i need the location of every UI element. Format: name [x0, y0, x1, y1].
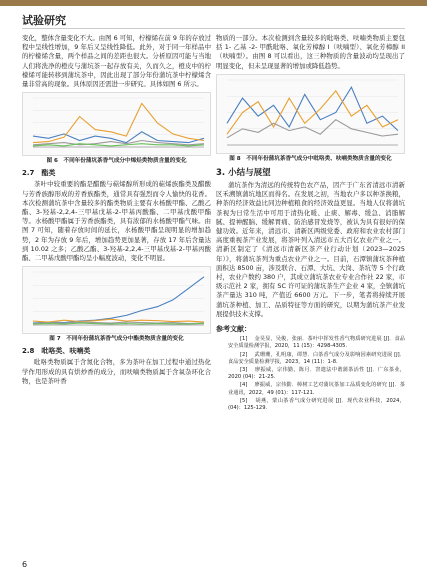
heading-3: 3. 小结与展望: [216, 167, 271, 178]
series-line-0: [227, 87, 398, 130]
right-column: [216, 34, 405, 413]
left-paragraph-1: 变化，整体含量变化不大。由图 6 可知，柠檬烯在前 9 年的存放过程中呈线性增加，9 年后又呈线性降低。此外，对于同一年样品中的柠檬烯含量，两个样品之间的差距也很大。分析原因可能与当地人们将洗净的橙皮与蒲坑茶一起存放有关，久而久之，橙皮中的柠檬烯可能转移到蒲坑茶中，因此出现了部分年份蒲坑茶中柠檬烯含量非常高的现象。具体原因还需进一步研究。具体如图 6 所示。: [22, 34, 211, 89]
chart-fig8: [217, 75, 404, 153]
reference-item: [1] 金昊显，吴俊，张丽．茶叶中挥发性香气物质研究进展 [J]．食品安全质量检测学报，2020，11 (15)：4298-4305.: [228, 336, 405, 350]
heading-2-8: 2.8 吡咯类、呋喃类: [22, 347, 91, 356]
chart-fig7: [23, 267, 210, 333]
reference-item: [4] 廖振威，宗伟勤．樟树工艺对蒲坑茶加工品质变化的研究 [J]．茶业通讯，2022，49 (01)：117-121.: [228, 382, 405, 396]
series-line-1: [33, 104, 204, 143]
figure-6-caption: 图 6 不同年份蒲坑茶香气成分中烯烃类物质含量的变化: [46, 158, 187, 165]
header-rule: [22, 28, 405, 29]
reference-item: [3] 廖振威，宗伟勤，陈月．窨遣法中谐蒲茶活性 [J]．广东茶业，2020 (04)：21-25.: [228, 367, 405, 381]
series-line-1: [33, 319, 204, 322]
left-paragraph-3: 吡咯类物质属于含氮化合物，多为茶叶在加工过程中通过热化学作用形成的具有烘炒香的成分，而呋喃类物质属于含氧杂环化合物，也是茶叶香: [22, 358, 211, 385]
figure-8-caption: 图 8 不同年份蒲坑茶香气成分中吡咯类、呋喃类物质含量的变化: [229, 155, 392, 162]
reference-item: [2] 武珊珊，孔明康，谭慧．白茶香气成分及影响因素研究进展 [J]．食品安全质量检测学报，2023，14 (11)：1-8.: [228, 351, 405, 365]
series-line-2: [33, 141, 204, 145]
chart-fig6: [23, 93, 210, 155]
figure-6: [22, 92, 211, 156]
series-line-0: [33, 277, 204, 323]
left-paragraph-2: 茶叶中较重要的酯是醋酸与萜烯醇所形成的萜烯族酯类及醋酸与芳香族醇形成的芳香族酯类，通常具有强烈而令人愉快的花香。本次检测蒲坑茶中含量较多的酯类物质主要有水杨酸甲酯、乙酸乙酯、3-羟基-2,2,4-三甲基戊基-2-甲基丙酸酯、二甲基戊酸甲酯等。水杨酸甲酯属于芳香族酯类，具有浓郁的水杨酸甲酯气味。由图 7 可知，随着存放时间的延长，水杨酸甲酯呈现明显的增加趋势，2 年为存放 9 年后，增加趋势更加显著，存放 17 年后含量达到 10.02 之多；乙酸乙酯、3-羟基-2,2,4-三甲基戊基-2-甲基丙酸酯、二甲基戊酸甲酯均呈小幅度波动，变化不明显。: [22, 180, 211, 263]
right-paragraph-1: 物质的一部分。本次检测到含量较多的吡咯类、呋喃类物质主要包括 1- 乙基 -2- 甲酰吡咯、氧化芳樟醇 I（呋喃型）、氧化芳樟醇 II（呋喃型）。由图 8 可以看出，这三种物质的含量波动均呈现出了明显变化，但未呈现显著的增加或降低趋势。: [216, 34, 405, 70]
right-paragraph-2: 蒲坑茶作为清远的传统特色农产品，因产于广东省清远市清新区禾溯镇蒲坑地区而得名。在发展之初，当地农户多以种茶换粮，种茶的经济效益比同边种植粮食的经济效益更显。当地人仅将蒲坑茶视为日常生活中可用于清热化暖、止痰、解毒、缓急、消脂解腻、提神醒脑、缓解胃痛、防治感冒发烧等，被认为具有很好的保健功效。近年来，清远市、清新区两级党委、政府和农业农村部门高度重视茶产业发展，将茶叶列入清远市五大百亿农业产业之一。清新区制定了《清远市清新区茶产业行动计划（2023—2025 年）》，将蒲坑茶列为重点农业产业之一。目前，石潭镇蒲坑茶种植面积达 8500 亩，涉及联合、石潭、大坑、大岗、茶坑等 5 个行政村，农业户数约 380 户，其成立蒲坑茶农业专业合作社 22 家，市级示范社 2 家，拥有 SC 许可证的蒲坑茶生产企业 4 家，全镇蒲坑茶产量达 310 吨，产值近 6600 万元。下一步，笔者将持续开展蒲坑茶种植、加工、品质特征等方面的研究，以期为蒲坑茶产业发展提供技术支撑。: [216, 181, 405, 318]
reference-item: [5] 胡燕，蒙山茶香气成分研究进展 [J]．现代农业科技，2024，(04)：125-129.: [228, 397, 405, 412]
figure-7-caption: 图 7 不同年份蒲坑茶香气成分中酯类物质含量的变化: [49, 336, 184, 343]
figure-7: [22, 266, 211, 334]
page-number: 6: [22, 560, 28, 569]
figure-8: [216, 74, 405, 154]
heading-2-7: 2.7 酯类: [22, 169, 56, 178]
top-color-band: [0, 0, 427, 6]
section-label: 试验研究: [22, 14, 66, 27]
left-column: [22, 34, 211, 387]
references-title: 参考文献：: [216, 325, 251, 334]
